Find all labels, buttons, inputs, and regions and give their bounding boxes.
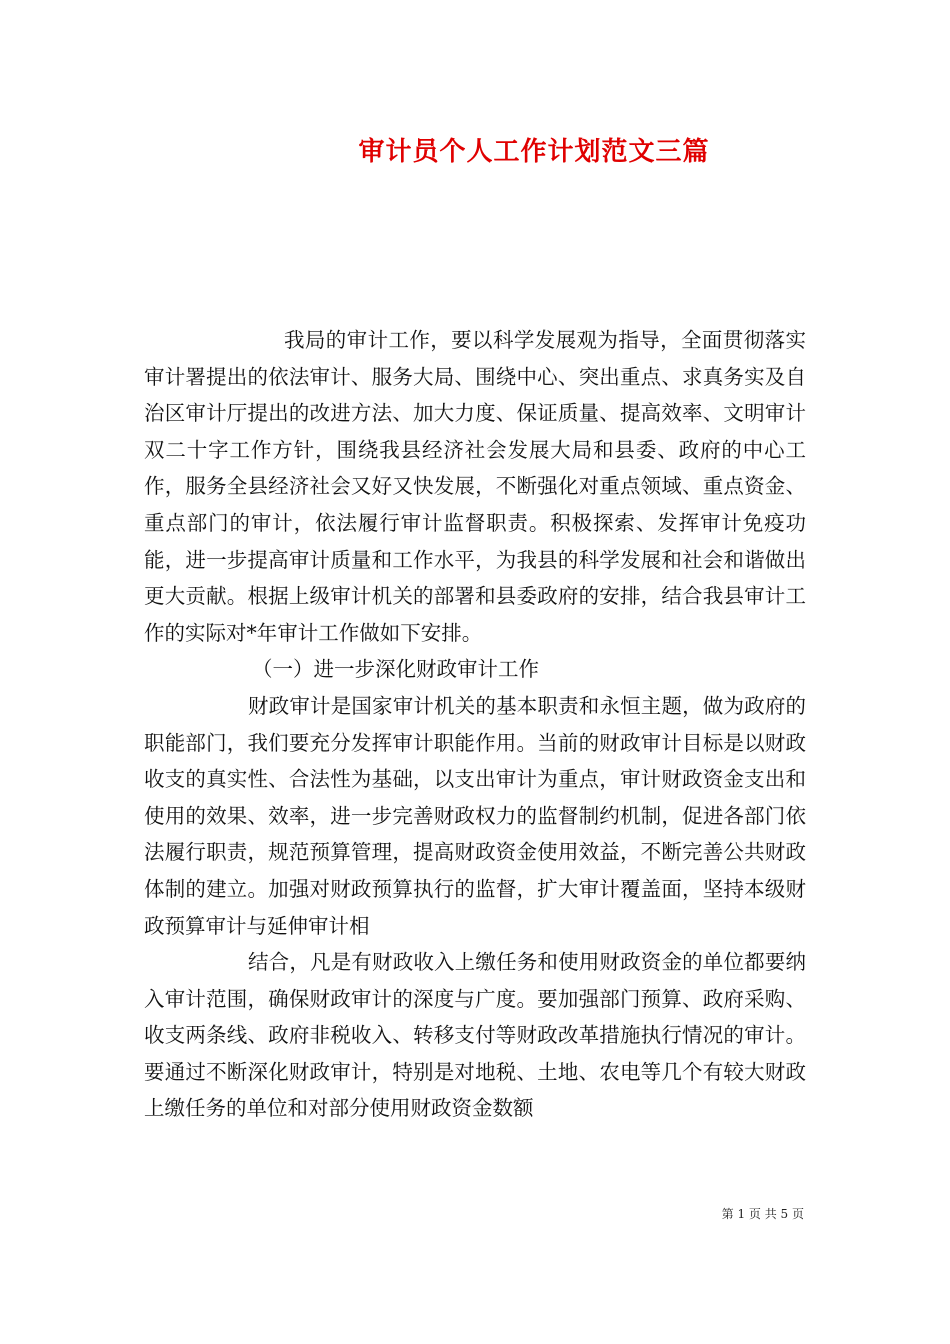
paragraph-fiscal-audit-continued: 结合，凡是有财政收入上缴任务和使用财政资金的单位都要纳入审计范围，确保财政审计的深度与广度。要加强部门预算、政府采购、收支两条线、政府非税收入、转移支付等财政改革措施执行情况的审计。要通过不断深化财政审计，特别是对地税、土地、农电等几个有较大财政上缴任务的单位和对部分使用财政资金数额 [144,950,806,1121]
section-heading-fiscal-audit: （一）进一步深化财政审计工作 [252,657,539,682]
paragraph-fiscal-audit: 财政审计是国家审计机关的基本职责和永恒主题，做为政府的职能部门，我们要充分发挥审计职能作用。当前的财政审计目标是以财政收支的真实性、合法性为基础，以支出审计为重点，审计财政资金支出和使用的效果、效率，进一步完善财政权力的监督制约机制，促进各部门依法履行职责，规范预算管理，提高财政资金使用效益，不断完善公共财政体制的建立。加强对财政预算执行的监督，扩大审计覆盖面，坚持本级财政预算审计与延伸审计相 [144,693,806,938]
document-body [144,322,806,1127]
document-title: 审计员个人工作计划范文三篇 [358,137,710,167]
page-number-footer: 第 1 页 共 5 页 [721,1207,804,1221]
paragraph-intro: 我局的审计工作，要以科学发展观为指导，全面贯彻落实审计署提出的依法审计、服务大局、围绕中心、突出重点、求真务实及自治区审计厅提出的改进方法、加大力度、保证质量、提高效率、文明审计双二十字工作方针，围绕我县经济社会发展大局和县委、政府的中心工作，服务全县经济社会又好又快发展，不断强化对重点领域、重点资金、重点部门的审计，依法履行审计监督职责。积极探索、发挥审计免疫功能，进一步提高审计质量和工作水平，为我县的科学发展和社会和谐做出更大贡献。根据上级审计机关的部署和县委政府的安排，结合我县审计工作的实际对*年审计工作做如下安排。 [144,328,806,645]
